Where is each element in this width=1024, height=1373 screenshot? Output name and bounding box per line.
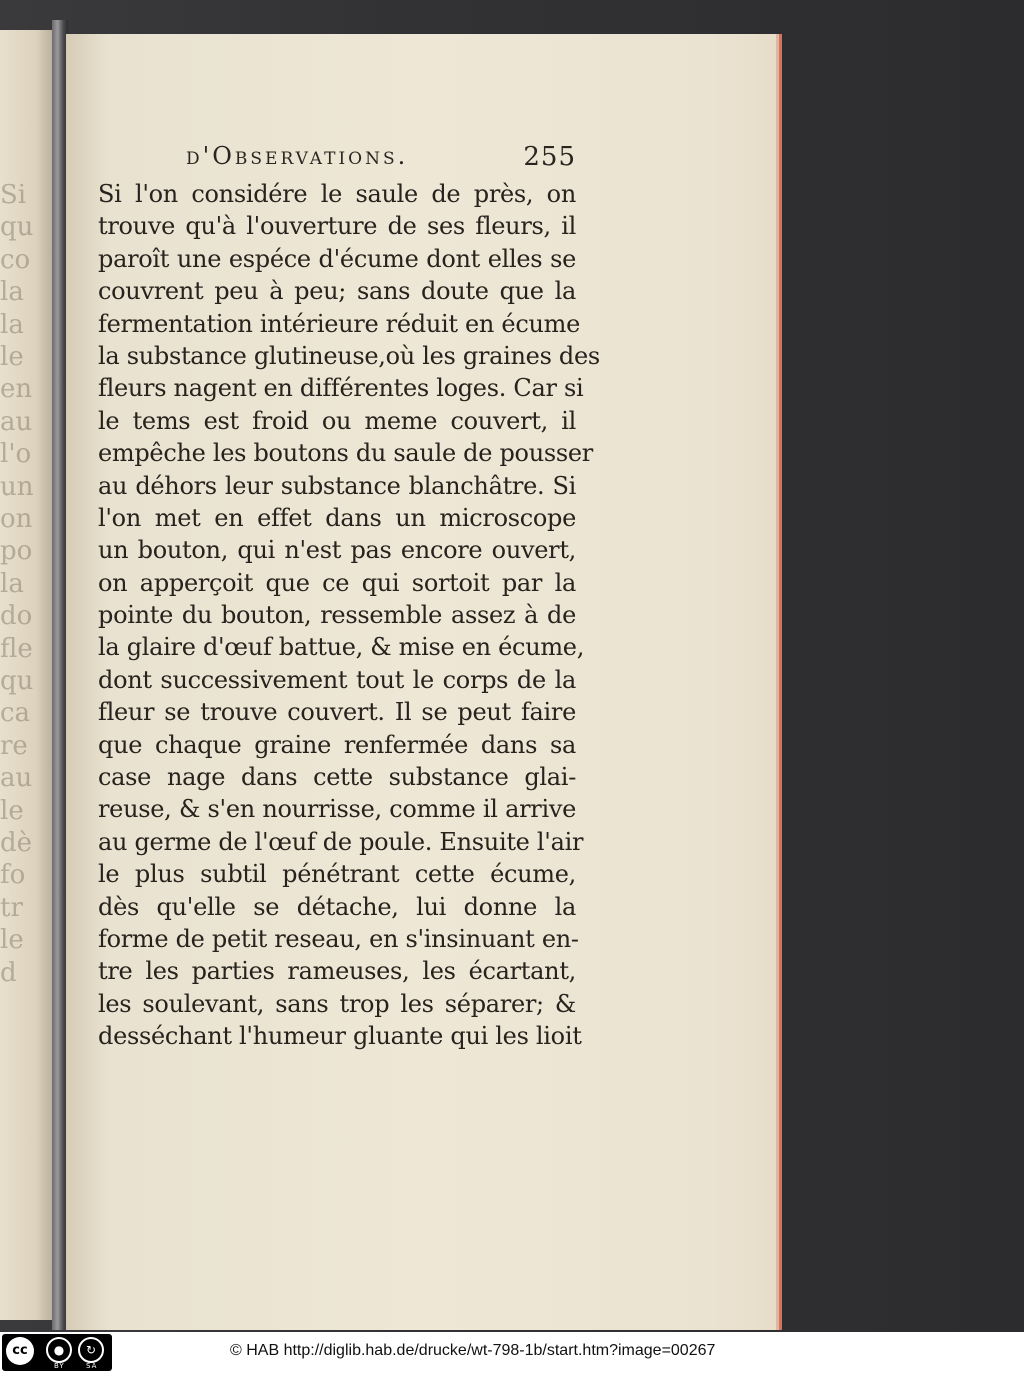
share-alike-icon: ↻ xyxy=(78,1337,104,1363)
text-line: la substance glutineuse,où les graines des xyxy=(98,341,600,370)
license-footer xyxy=(0,1332,1024,1373)
text-line: paroît une espéce d'écume dont elles se xyxy=(98,244,576,273)
prev-page-fragment: qu xyxy=(0,666,34,696)
prev-page-fragment: re xyxy=(0,730,28,761)
prev-page-fragment: do xyxy=(0,601,33,632)
prev-page-fragment: fo xyxy=(0,860,26,891)
cc-license-badge[interactable] xyxy=(2,1334,112,1371)
text-line: trouve qu'à l'ouverture de ses fleurs, il xyxy=(98,212,576,241)
text-line: au déhors leur substance blanchâtre. Si xyxy=(98,471,576,500)
text-line: case nage dans cette substance glai- xyxy=(98,763,576,792)
text-line: on apperçoit que ce qui sortoit par la xyxy=(98,568,576,597)
prev-page-fragment: au xyxy=(0,763,33,794)
text-line: le plus subtil pénétrant cette écume, xyxy=(98,860,576,889)
text-line: l'on met en effet dans un microscope xyxy=(98,503,576,532)
prev-page-fragment: le xyxy=(0,795,24,826)
credit-link[interactable]: © HAB http://diglib.hab.de/drucke/wt-798-1b/start.htm?image=00267 xyxy=(230,1342,716,1359)
prev-page-fragment: la xyxy=(0,568,24,599)
prev-page-fragment: ca xyxy=(0,698,31,729)
text-line: fermentation intérieure réduit en écume xyxy=(98,309,580,338)
text-line: forme de petit reseau, en s'insinuant en- xyxy=(98,924,579,953)
prev-page-fragment: dè xyxy=(0,828,33,858)
text-line: pointe du bouton, ressemble assez à de xyxy=(98,601,576,630)
text-line: dès qu'elle se détache, lui donne la xyxy=(98,892,576,921)
text-line: que chaque graine renfermée dans sa xyxy=(98,730,576,759)
text-line: Si l'on considére le saule de près, on xyxy=(98,180,576,208)
text-line: au germe de l'œuf de poule. Ensuite l'air xyxy=(98,827,584,856)
prev-page-fragment: tr xyxy=(0,892,23,923)
prev-page-fragment: on xyxy=(0,504,33,534)
prev-page-fragment: en xyxy=(0,374,33,405)
text-line: le tems est froid ou meme couvert, il xyxy=(98,406,576,435)
prev-page-fragment: co xyxy=(0,244,31,275)
prev-page-fragment: un xyxy=(0,471,34,502)
text-line: la glaire d'œuf battue, & mise en écume, xyxy=(98,633,585,662)
text-line: un bouton, qui n'est pas encore ouvert, xyxy=(98,536,576,565)
prev-page-fragment: qu xyxy=(0,212,34,243)
cc-icon: cc xyxy=(6,1337,34,1365)
text-line: les soulevant, sans trop les séparer; & xyxy=(98,989,576,1018)
prev-page-fragment: la xyxy=(0,309,24,340)
prev-page-fragment: le xyxy=(0,925,24,956)
prev-page-fragment: le xyxy=(0,342,24,372)
prev-page-fragment: fle xyxy=(0,633,33,664)
prev-page-fragment: au xyxy=(0,406,33,437)
by-label: BY xyxy=(54,1362,65,1370)
text-line: fleur se trouve couvert. Il se peut faire xyxy=(98,698,576,727)
text-line: fleurs nagent en différentes loges. Car si xyxy=(98,374,584,403)
body-text xyxy=(98,178,600,1053)
person-icon: ● xyxy=(46,1337,72,1363)
prev-page-fragment: la xyxy=(0,277,24,308)
previous-page-fragment xyxy=(0,30,60,1320)
text-line: couvrent peu à peu; sans doute que la xyxy=(98,277,576,306)
text-line: dont successivement tout le corps de la xyxy=(98,665,576,694)
sa-label: SA xyxy=(86,1362,98,1370)
running-head-title: d'Observations. xyxy=(186,142,409,170)
text-line: desséchant l'humeur gluante qui les lioit xyxy=(98,1022,582,1051)
running-head xyxy=(186,142,576,176)
prev-page-fragment: l'o xyxy=(0,439,32,470)
prev-page-fragment: po xyxy=(0,536,33,567)
text-line: tre les parties rameuses, les écartant, xyxy=(98,957,576,986)
prev-page-fragment: Si xyxy=(0,180,27,210)
text-line: empêche les boutons du saule de pousser xyxy=(98,439,593,468)
page-number: 255 xyxy=(523,142,576,172)
prev-page-fragment: d xyxy=(0,957,17,988)
text-line: reuse, & s'en nourrisse, comme il arrive xyxy=(98,795,576,824)
